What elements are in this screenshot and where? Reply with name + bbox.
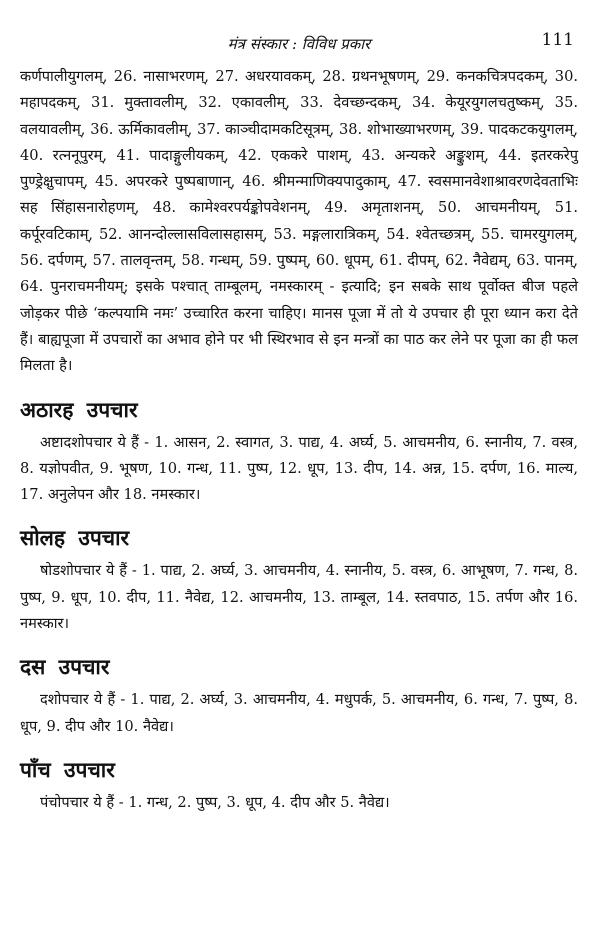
page-number: 111	[541, 30, 574, 50]
intro-paragraph: कर्णपालीयुगलम्, 26. नासाभरणम्, 27. अधरयावकम्, 28. ग्रथनभूषणम्, 29. कनकचित्रपदकम्, 30. महापदकम्, 31. मुक्तावलीम्, 32. एकावलीम्, 33. देवच्छन्दकम्, 34. केयूरयुगलचतुष्कम्, 35. वलयावलीम्, 36. ऊर्मिकावलीम्, 37. काञ्चीदामकटिसूत्रम्, 38. शोभाख्याभरणम्, 39. पादकटकयुगलम्, 40. रत्ननूपुरम्, 41. पादाङ्गुलीयकम्, 42. एककरे पाशम्, 43. अन्यकरे अङ्कुशम्, 44. इतरकरेपु पुण्ड्रेक्षुचापम्, 45. अपरकरे पुष्पबाणान्, 46. श्रीमन्माणिक्यपादुकाम्, 47. स्वसमानवेशाश्रावरणदेवताभिः सह सिंहासनारोहणम्, 48. कामेश्वरपर्यङ्कोपवेशनम्, 49. अमृताशनम्, 50. आचमनीयम्, 51. कर्पूरवटिकाम्, 52. आनन्दोल्लासविलासहासम्, 53. मङ्गलारात्रिकम्, 54. श्वेतच्छत्रम्, 55. चामरयुगलम्, 56. दर्पणम्, 57. तालवृन्तम्, 58. गन्धम्, 59. पुष्पम्, 60. धूपम्, 61. दीपम्, 62. नैवेद्यम्, 63. पानम्, 64. पुनराचमनीयम्; इसके पश्चात् ताम्बूलम्, नमस्कारम् - इत्यादि; इन सबके साथ पूर्वोक्त बीज पहले जोड़कर पीछे ‘कल्पयामि नमः’ उच्चारित करना चाहिए। मानस पूजा में तो ये उपचार ही पूरा ध्यान करा देते हैं। बाह्यपूजा में उपचारों का अभाव होने पर भी स्थिरभाव से इन मन्त्रों का पाठ कर लेने पर पूजा का ही फल मिलता है।	[20, 68, 578, 375]
section-heading-ten: दस उपचार	[20, 654, 110, 680]
running-header	[20, 30, 578, 64]
section-heading-five: पाँच उपचार	[20, 756, 115, 782]
running-title: मंत्र संस्कार : विविध प्रकार	[227, 35, 371, 53]
section-text-sixteen: षोडशोपचार ये हैं - 1. पाद्य, 2. अर्घ्य, 3. आचमनीय, 4. स्नानीय, 5. वस्त्र, 6. आभूषण, 7. गन्ध, 8. पुष्प, 9. धूप, 10. दीप, 11. नैवेद्य, 12. आचमनीय, 13. ताम्बूल, 14. स्तवपाठ, 15. तर्पण और 16. नमस्कार।	[20, 562, 578, 633]
section-text-five: पंचोपचार ये हैं - 1. गन्ध, 2. पुष्प, 3. धूप, 4. दीप और 5. नैवेद्य।	[40, 793, 390, 811]
section-heading-eighteen: अठारह उपचार	[20, 396, 138, 422]
section-text-eighteen: अष्टादशोपचार ये हैं - 1. आसन, 2. स्वागत, 3. पाद्य, 4. अर्घ्य, 5. आचमनीय, 6. स्नानीय, 7. वस्त्र, 8. यज्ञोपवीत, 9. भूषण, 10. गन्ध, 11. पुष्प, 12. धूप, 13. दीप, 14. अन्न, 15. दर्पण, 16. माल्य, 17. अनुलेपन और 18. नमस्कार।	[20, 433, 578, 504]
section-text-ten: दशोपचार ये हैं - 1. पाद्य, 2. अर्घ्य, 3. आचमनीय, 4. मधुपर्क, 5. आचमनीय, 6. गन्ध, 7. पुष्प, 8. धूप, 9. दीप और 10. नैवेद्य।	[20, 691, 578, 735]
section-heading-sixteen: सोलह उपचार	[20, 525, 130, 551]
